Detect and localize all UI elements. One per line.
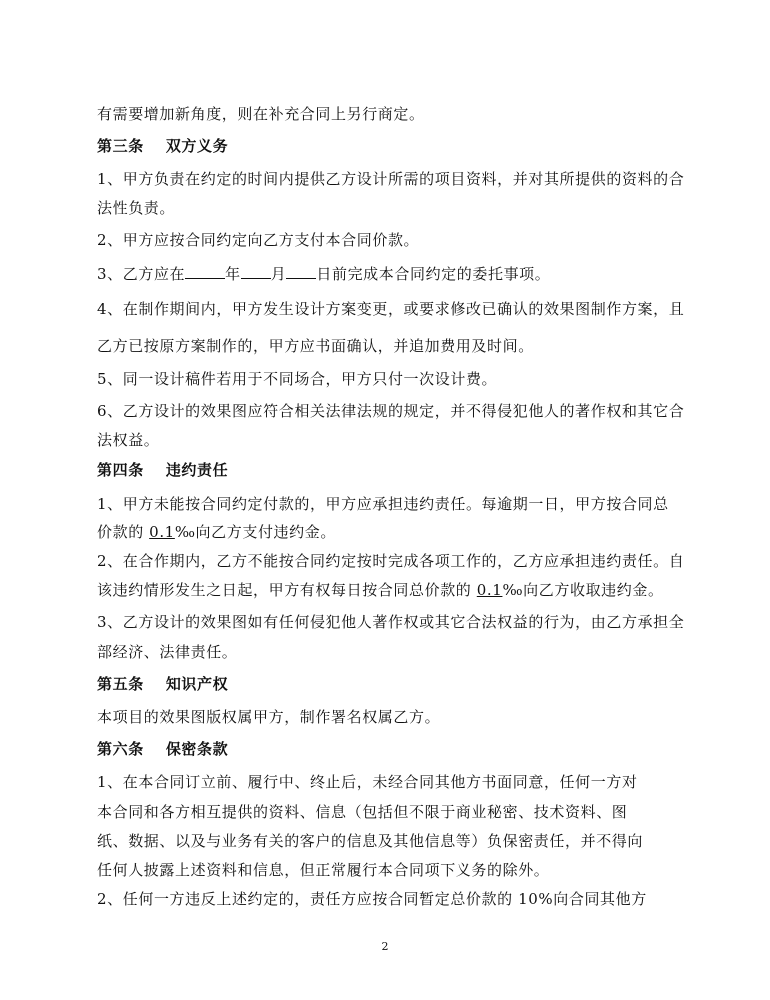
- year-blank: [185, 263, 225, 279]
- penalty-1-after: ‰向乙方支付违约金。: [174, 523, 336, 541]
- text-line: 1、甲方未能按合同约定付款的，甲方应承担违约责任。每逾期一日，甲方按合同总: [97, 495, 669, 513]
- text-line: 乙方已按原方案制作的，甲方应书面确认，并追加费用及时间。: [97, 337, 534, 355]
- year-label: 年: [225, 265, 241, 283]
- article-6-title: 保密条款: [165, 740, 229, 758]
- article-3-number: 第三条: [97, 137, 144, 155]
- penalty-1-rate: 0.1: [149, 523, 175, 541]
- penalty-line-1: [97, 522, 336, 542]
- text-line: 本项目的效果图版权属甲方，制作署名权属乙方。: [97, 708, 441, 726]
- article-5-title: 知识产权: [165, 675, 229, 693]
- text-line: 4、在制作期间内，甲方发生设计方案变更，或要求修改已确认的效果图制作方案，且: [97, 300, 685, 318]
- deadline-prefix: 3、乙方应在: [97, 265, 186, 283]
- page-number: 2: [381, 940, 389, 953]
- penalty-2-after: ‰向乙方收取违约金。: [502, 581, 664, 599]
- text-line: 任何人披露上述资料和信息，但正常履行本合同项下义务的除外。: [97, 861, 550, 879]
- deadline-suffix: 日前完成本合同约定的委托事项。: [316, 265, 551, 283]
- text-line: 2、任何一方违反上述约定的，责任方应按合同暂定总价款的 10%向合同其他方: [97, 890, 647, 908]
- text-line: 5、同一设计稿件若用于不同场合，甲方只付一次设计费。: [97, 370, 498, 388]
- penalty-2-rate: 0.1: [476, 581, 503, 599]
- text-line: 纸、数据、以及与业务有关的客户的信息及其他信息等）负保密责任，并不得向: [97, 832, 644, 850]
- article-3-title: 双方义务: [165, 137, 229, 155]
- article-6-number: 第六条: [97, 740, 144, 758]
- text-line: 2、在合作期内，乙方不能按合同约定按时完成各项工作的，乙方应承担违约责任。自: [97, 552, 685, 570]
- article-3-heading: [97, 136, 228, 156]
- article-5-heading: [97, 674, 228, 694]
- article-4-number: 第四条: [97, 461, 144, 479]
- article-4-title: 违约责任: [165, 461, 229, 479]
- text-line: 1、在本合同订立前、履行中、终止后，未经合同其他方书面同意，任何一方对: [97, 773, 638, 791]
- text-line: 2、甲方应按合同约定向乙方支付本合同价款。: [97, 231, 420, 249]
- text-line: 有需要增加新角度，则在补充合同上另行商定。: [97, 105, 425, 123]
- text-line: 3、乙方设计的效果图如有任何侵犯他人著作权或其它合法权益的行为，由乙方承担全: [97, 613, 685, 631]
- text-line: 1、甲方负责在约定的时间内提供乙方设计所需的项目资料，并对其所提供的资料的合: [97, 170, 685, 188]
- deadline-line: [97, 263, 550, 284]
- penalty-2-before: 该违约情形发生之日起，甲方有权每日按合同总价款的: [97, 581, 477, 599]
- article-5-number: 第五条: [97, 675, 144, 693]
- penalty-line-2: [97, 580, 664, 600]
- day-blank: [286, 263, 316, 279]
- text-line: 法权益。: [97, 431, 160, 449]
- penalty-1-before: 价款的: [97, 523, 150, 541]
- article-4-heading: [97, 460, 228, 480]
- text-line: 部经济、法律责任。: [97, 643, 238, 661]
- text-line: 6、乙方设计的效果图应符合相关法律法规的规定，并不得侵犯他人的著作权和其它合: [97, 402, 685, 420]
- text-line: 法性负责。: [97, 199, 176, 217]
- month-blank: [241, 263, 271, 279]
- text-line: 本合同和各方相互提供的资料、信息（包括但不限于商业秘密、技术资料、图: [97, 803, 628, 821]
- article-6-heading: [97, 739, 228, 759]
- month-label: 月: [270, 265, 287, 283]
